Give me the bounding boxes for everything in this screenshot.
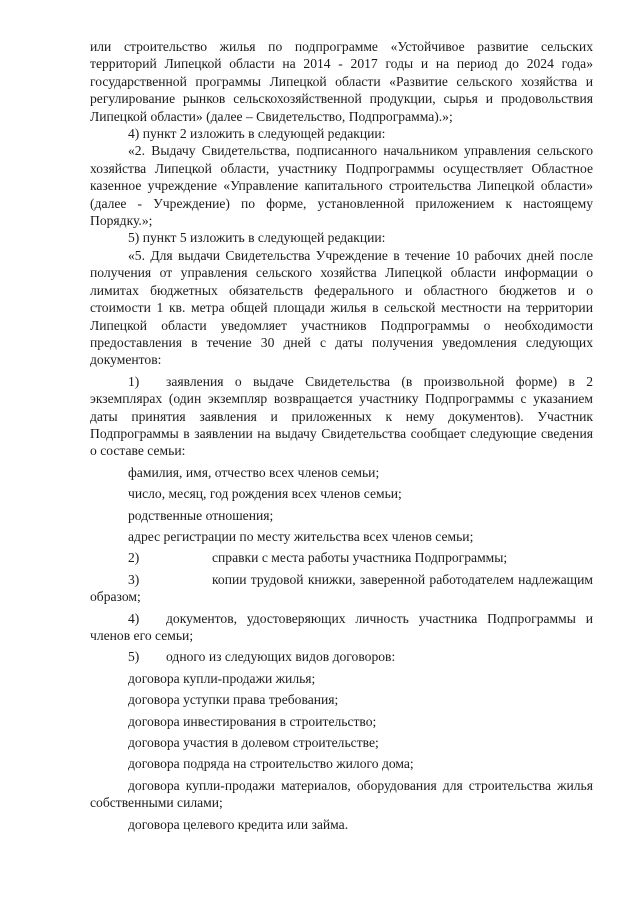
list-text: копии трудовой книжки, заверенной работодателем надлежащим образом; [90, 571, 593, 605]
contract-item: договора инвестирования в строительство; [128, 713, 377, 729]
family-item: родственные отношения; [128, 507, 274, 523]
list-item-3 [90, 571, 593, 606]
document-body [90, 38, 593, 833]
list-number: 5) [128, 649, 140, 665]
contract-item: договора купли-продажи материалов, оборудования для строительства жилья собственными силами; [90, 777, 593, 811]
contract-item: договора купли-продажи жилья; [128, 670, 316, 686]
list-number: 2) [128, 550, 140, 566]
family-item: число, месяц, год рождения всех членов семьи; [128, 486, 402, 502]
list-item-1 [90, 373, 593, 460]
family-item: фамилия, имя, отчество всех членов семьи; [128, 464, 380, 480]
family-item: адрес регистрации по месту жительства всех членов семьи; [128, 528, 474, 544]
paragraph-continuation: или строительство жилья по подпрограмме «Устойчивое развитие сельских территорий Липецкой области на 2014 - 2017 годы и на период до 2024 года» государственной программы Липецкой области «Развитие сельского хозяйства и регулирование рынков сельскохозяйственной продукции, сырья и продовольствия Липецкой области» (далее – Свидетельство, Подпрограмма).»; [90, 39, 593, 124]
list-item-2 [90, 549, 593, 566]
paragraph-point-5: «5. Для выдачи Свидетельства Учреждение в течение 10 рабочих дней после получения от управления сельского хозяйства Липецкой области информации о лимитах бюджетных обязательств федерального и областного бюджетов и о стоимости 1 кв. метра общей площади жилья в сельской местности на территории Липецкой области уведомляет участников Подпрограммы о необходимости предоставления в течение 30 дней с даты получения уведомления следующих документов: [90, 247, 593, 368]
list-item-4 [90, 610, 593, 645]
list-text: документов, удостоверяющих личность участника Подпрограммы и членов его семьи; [90, 610, 593, 643]
list-number: 4) [128, 610, 140, 626]
list-text: одного из следующих видов договоров: [166, 649, 396, 665]
list-number: 3) [128, 571, 140, 587]
paragraph-item-5-heading: 5) пункт 5 изложить в следующей редакции: [128, 230, 386, 246]
paragraph-item-4-heading: 4) пункт 2 изложить в следующей редакции: [128, 126, 386, 142]
list-item-5 [90, 648, 593, 665]
contract-item: договора участия в долевом строительстве; [128, 735, 379, 751]
paragraph-point-2: «2. Выдачу Свидетельства, подписанного начальником управления сельского хозяйства Липецкой области, участнику Подпрограммы осуществляет Областное казенное учреждение «Управление капитального строительства Липецкой области» (далее - Учреждение) по форме, установленной приложением к настоящему Порядку.»; [90, 143, 593, 229]
contract-item: договора подряда на строительство жилого дома; [128, 756, 414, 772]
list-number: 1) [128, 373, 140, 389]
contract-item: договора уступки права требования; [128, 692, 339, 708]
contract-item: договора целевого кредита или займа. [128, 816, 349, 832]
list-text: справки с места работы участника Подпрограммы; [212, 550, 508, 566]
list-text: заявления о выдаче Свидетельства (в произвольной форме) в 2 экземплярах (один экземпляр возвращается участнику Подпрограммы с указанием даты принятия заявления и приложенных к нему документов). Участник Подпрограммы в заявлении на выдачу Свидетельства сообщает следующие сведения о составе семьи: [90, 373, 593, 459]
